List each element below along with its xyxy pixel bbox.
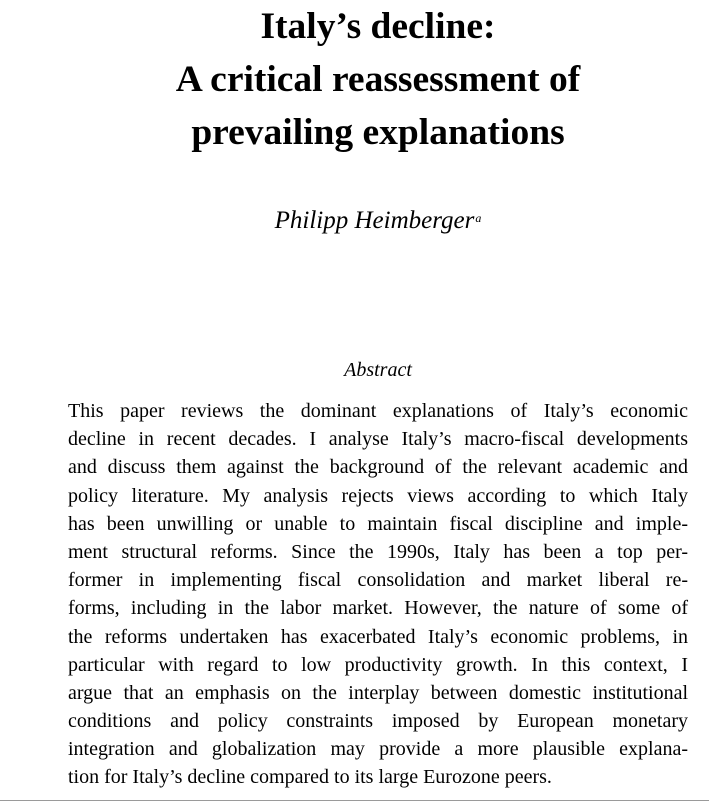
abstract-line: the reforms undertaken has exacerbated Italy’s economic problems, in xyxy=(68,625,688,648)
abstract-line: conditions and policy constraints imposed by European monetary xyxy=(68,710,688,733)
abstract-line: This paper reviews the dominant explanations of Italy’s economic xyxy=(68,400,688,422)
abstract-line: integration and globalization may provide a more plausible explana- xyxy=(68,738,688,761)
affiliation-mark: a xyxy=(475,211,482,225)
abstract-body xyxy=(68,397,688,792)
abstract-line: tion for Italy’s decline compared to its large Eurozone peers. xyxy=(68,766,552,789)
abstract-line: and discuss them against the background of the relevant academic and xyxy=(68,456,688,479)
abstract-line: has been unwilling or unable to maintain fiscal discipline and imple- xyxy=(68,512,688,535)
abstract-line: policy literature. My analysis rejects views according to which Italy xyxy=(68,484,688,507)
title-line: Italy’s decline: xyxy=(260,6,496,47)
title-line: A critical reassessment of xyxy=(175,59,581,100)
abstract-line: former in implementing fiscal consolidation and market liberal re- xyxy=(68,569,688,592)
author-line xyxy=(0,205,709,237)
abstract-line: argue that an emphasis on the interplay between domestic institutional xyxy=(68,681,688,704)
abstract-line: particular with regard to low productivity growth. In this context, I xyxy=(68,653,688,676)
author-name: Philipp Heimberger xyxy=(274,207,475,234)
paper-title xyxy=(0,0,709,159)
abstract-line: decline in recent decades. I analyse Italy’s macro-fiscal developments xyxy=(68,428,688,451)
title-line: prevailing explanations xyxy=(191,112,565,153)
page-bottom-rule xyxy=(0,800,709,801)
abstract-heading: Abstract xyxy=(344,359,412,381)
abstract-line: ment structural reforms. Since the 1990s, Italy has been a top per- xyxy=(68,540,688,563)
abstract-line: forms, including in the labor market. However, the nature of some of xyxy=(68,597,688,620)
